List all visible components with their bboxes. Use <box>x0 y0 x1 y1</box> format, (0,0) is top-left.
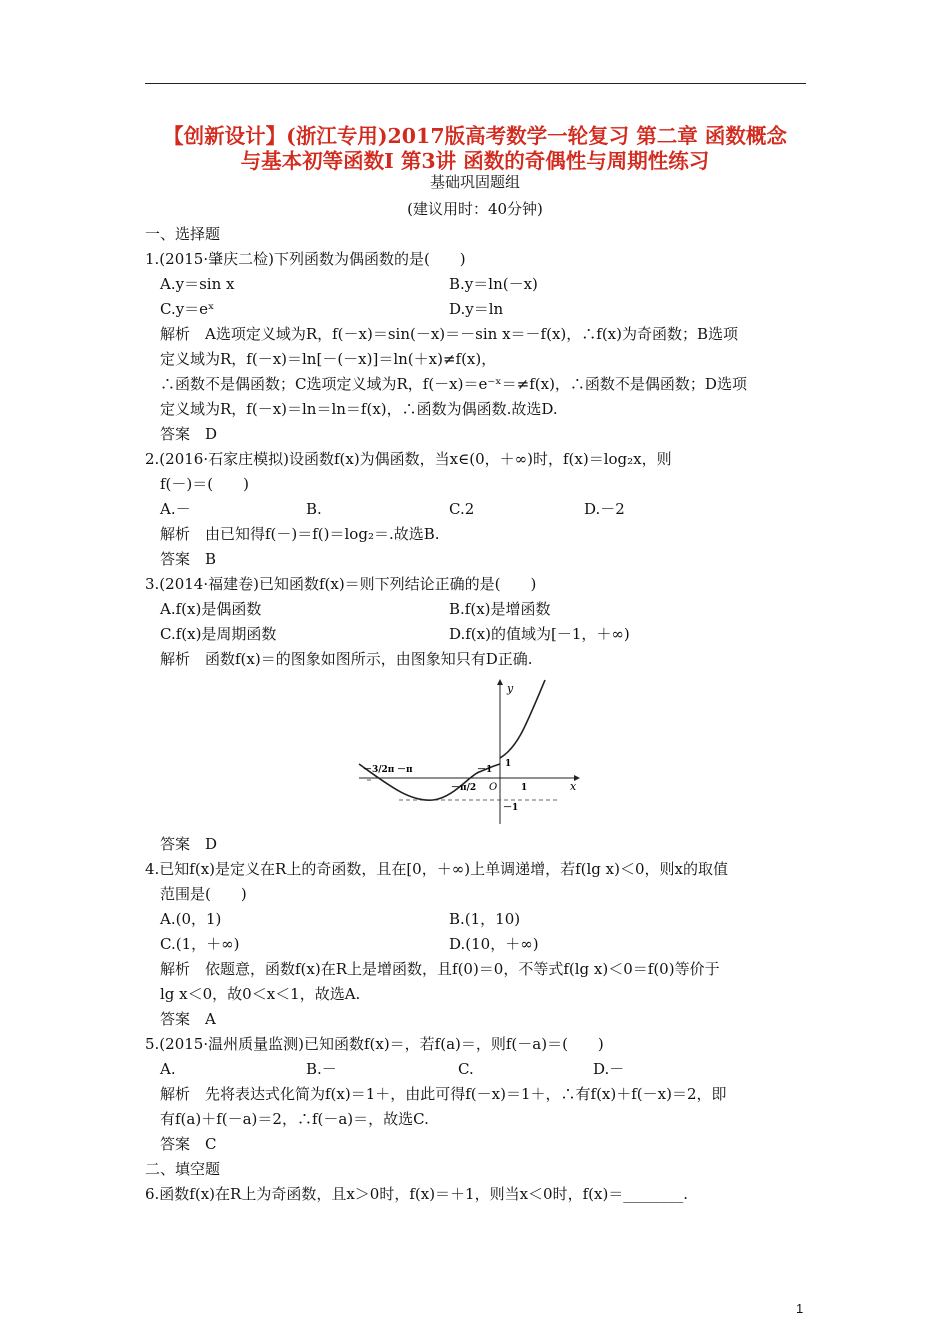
q2-option-d: D.－2 <box>584 500 625 518</box>
q3-option-d: D.f(x)的值域为[－1，＋∞) <box>449 625 630 643</box>
section-heading-choice: 一、选择题 <box>145 225 221 243</box>
q4-analysis-line-2: lg x＜0，故0＜x＜1，故选A. <box>160 985 361 1003</box>
time-hint: (建议用时：40分钟) <box>407 200 543 218</box>
header-rule <box>145 83 806 84</box>
q4-option-d: D.(10，＋∞) <box>449 935 539 953</box>
q1-option-c: C.y＝eˣ <box>160 300 215 318</box>
q3-analysis: 解析 函数f(x)＝的图象如图所示，由图象知只有D正确. <box>160 650 533 668</box>
q4-stem-line-2: 范围是( ) <box>160 885 247 903</box>
document-title <box>140 124 810 174</box>
q5-option-c: C. <box>458 1060 474 1078</box>
q2-stem-line-1: 2.(2016·石家庄模拟)设函数f(x)为偶函数，当x∈(0，＋∞)时，f(x)＝log₂x，则 <box>145 450 672 468</box>
section-heading-fill: 二、填空题 <box>145 1160 221 1178</box>
q1-analysis-line-4: 定义域为R，f(－x)＝ln＝ln＝f(x)，∴函数为偶函数.故选D. <box>160 400 558 418</box>
q4-stem-line-1: 4.已知f(x)是定义在R上的奇函数，且在[0，＋∞)上单调递增，若f(lg x)＜0，则x的取值 <box>145 860 728 878</box>
q3-function-graph <box>357 676 585 826</box>
q1-option-d: D.y＝ln <box>449 300 504 318</box>
q3-answer: 答案 D <box>160 835 218 853</box>
graph-x-label: x <box>570 780 577 793</box>
q1-analysis-line-2: 定义域为R，f(－x)＝ln[－(－x)]＝ln(＋x)≠f(x)， <box>160 350 497 368</box>
subtitle: 基础巩固题组 <box>429 173 520 191</box>
graph-tick-1-y: 1 <box>505 759 512 769</box>
q4-option-a: A.(0，1) <box>160 910 222 928</box>
q1-option-b: B.y＝ln(－x) <box>449 275 538 293</box>
q5-option-b: B.－ <box>306 1060 337 1078</box>
q5-stem: 5.(2015·温州质量监测)已知函数f(x)＝，若f(a)＝，则f(－a)＝( ) <box>145 1035 604 1053</box>
q6-stem: 6.函数f(x)在R上为奇函数，且x＞0时，f(x)＝＋1，则当x＜0时，f(x)＝________. <box>145 1185 689 1203</box>
title-line-2: 与基本初等函数Ⅰ 第3讲 函数的奇偶性与周期性练习 <box>240 149 710 173</box>
q3-option-c: C.f(x)是周期函数 <box>160 625 277 643</box>
q1-option-a: A.y＝sin x <box>160 275 235 293</box>
q1-analysis-line-3: ∴函数不是偶函数；C选项定义域为R，f(－x)＝e⁻ˣ＝≠f(x)，∴函数不是偶函数；D选项 <box>160 375 747 393</box>
q1-answer: 答案 D <box>160 425 218 443</box>
graph-tick-neg-half-pi: －π/2 <box>451 783 477 793</box>
q2-stem-line-2: f(－)＝( ) <box>160 475 249 493</box>
q1-analysis-line-1: 解析 A选项定义域为R，f(－x)＝sin(－x)＝－sin x＝－f(x)，∴f(x)为奇函数；B选项 <box>160 325 739 343</box>
q3-option-b: B.f(x)是增函数 <box>449 600 551 618</box>
q2-analysis: 解析 由已知得f(－)＝f()＝log₂＝.故选B. <box>160 525 440 543</box>
q2-option-c: C.2 <box>449 500 475 518</box>
q3-option-a: A.f(x)是偶函数 <box>160 600 262 618</box>
graph-tick-neg-pi: －π <box>397 765 413 775</box>
title-line-1: 【创新设计】(浙江专用)2017版高考数学一轮复习 第二章 函数概念 <box>163 124 787 148</box>
page-number: 1 <box>796 1301 804 1316</box>
q3-stem: 3.(2014·福建卷)已知函数f(x)＝则下列结论正确的是( ) <box>145 575 537 593</box>
q4-answer: 答案 A <box>160 1010 216 1028</box>
graph-origin-label: O <box>489 782 498 793</box>
q4-analysis-line-1: 解析 依题意，函数f(x)在R上是增函数，且f(0)＝0，不等式f(lg x)＜0＝f(0)等价于 <box>160 960 720 978</box>
graph-y-label: y <box>507 682 514 695</box>
q5-option-d: D.－ <box>593 1060 625 1078</box>
graph-tick-neg1-x: －1 <box>477 765 493 775</box>
q5-answer: 答案 C <box>160 1135 217 1153</box>
q2-option-a: A.－ <box>160 500 191 518</box>
q2-answer: 答案 B <box>160 550 217 568</box>
q2-option-b: B. <box>306 500 322 518</box>
q5-analysis-line-2: 有f(a)＋f(－a)＝2，∴f(－a)＝，故选C. <box>160 1110 429 1128</box>
q1-stem: 1.(2015·肇庆二检)下列函数为偶函数的是( ) <box>145 250 466 268</box>
q4-option-b: B.(1，10) <box>449 910 521 928</box>
q5-analysis-line-1: 解析 先将表达式化简为f(x)＝1＋，由此可得f(－x)＝1＋，∴有f(x)＋f(－x)＝2，即 <box>160 1085 727 1103</box>
graph-tick-neg-three-half-pi: －3/2π <box>363 765 395 775</box>
q4-option-c: C.(1，＋∞) <box>160 935 240 953</box>
graph-tick-1-x: 1 <box>521 783 528 793</box>
q5-option-a: A. <box>160 1060 176 1078</box>
graph-tick-neg1-y: －1 <box>503 803 519 813</box>
